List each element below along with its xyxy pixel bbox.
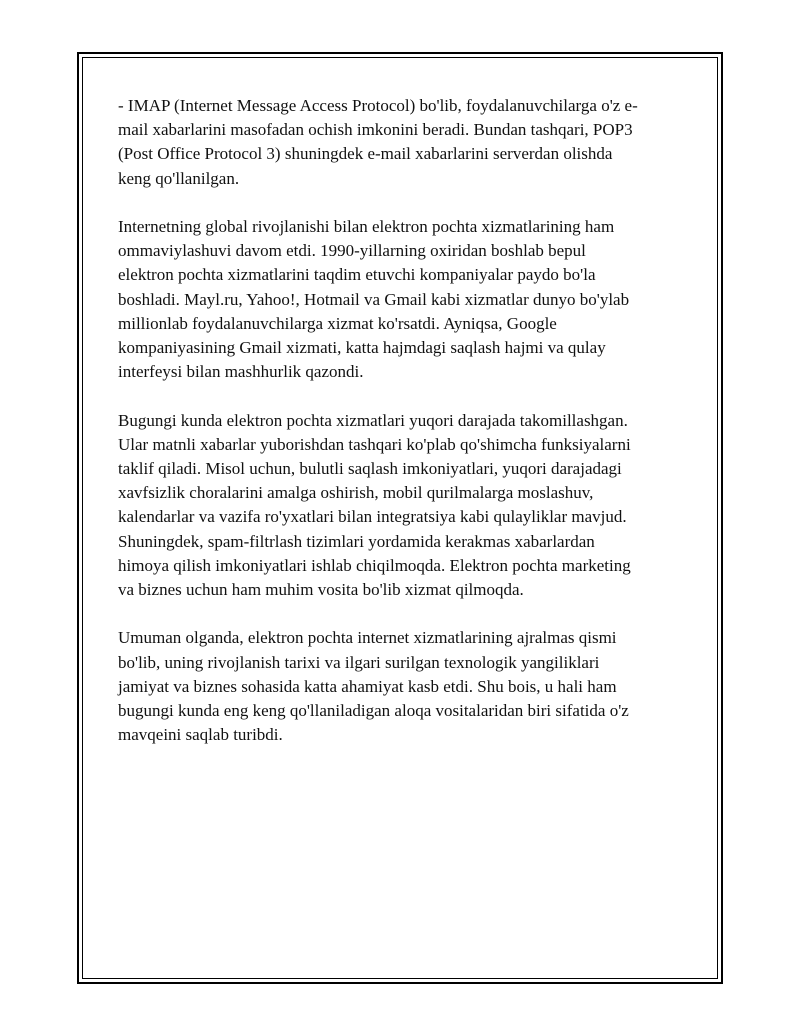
paragraph-modern-email: Bugungi kunda elektron pochta xizmatlari yuqori darajada takomillashgan. Ular matnli xabarlar yuborishdan tashqari ko'plab qo'shimcha funksiyalarni taklif qiladi. Misol uchun, bulutli saqlash imkoniyatlari, yuqori darajadagi xavfsizlik choralarini amalga oshirish, mobil qurilmalarga moslashuv, kalendarlar va vazifa ro'yxatlari bilan integratsiya kabi qulayliklar mavjud. Shuningdek, spam-filtrlash tizimlari yordamida kerakmas xabarlardan himoya qilish imkoniyatlari ishlab chiqilmoqda. Elektron pochta marketing va biznes uchun ham muhim vosita bo'lib xizmat qilmoqda. xyxy=(118,410,631,600)
paragraph-imap-pop3: - IMAP (Internet Message Access Protocol) bo'lib, foydalanuvchilarga o'z e- mail xabarlarini masofadan ochish imkonini beradi. Bundan tashqari, POP3 (Post Office Protocol 3) shuningdek e-mail xabarlarini serverdan olishda keng qo'llanilgan. xyxy=(118,96,638,188)
document-body xyxy=(118,94,686,772)
paragraph-global-development: Internetning global rivojlanishi bilan elektron pochta xizmatlarining ham ommaviylashuvi davom etdi. 1990-yillarning oxiridan boshlab bepul elektron pochta xizmatlarini taqdim etuvchi kompaniyalar paydo bo'la boshladi. Mayl.ru, Yahoo!, Hotmail va Gmail kabi xizmatlar dunyo bo'ylab millionlab foydalanuvchilarga xizmat ko'rsatdi. Ayniqsa, Google kompaniyasining Gmail xizmati, katta hajmdagi saqlash hajmi va qulay interfeysi bilan mashhurlik qazondi. xyxy=(118,217,630,382)
paragraph-conclusion: Umuman olganda, elektron pochta internet xizmatlarining ajralmas qismi bo'lib, uning rivojlanish tarixi va ilgari surilgan texnologik yangiliklari jamiyat va biznes sohasida katta ahamiyat kasb etdi. Shu bois, u hali ham bugungi kunda eng keng qo'llaniladigan aloqa vositalaridan biri sifatida o'z mavqeini saqlab turibdi. xyxy=(118,628,629,745)
